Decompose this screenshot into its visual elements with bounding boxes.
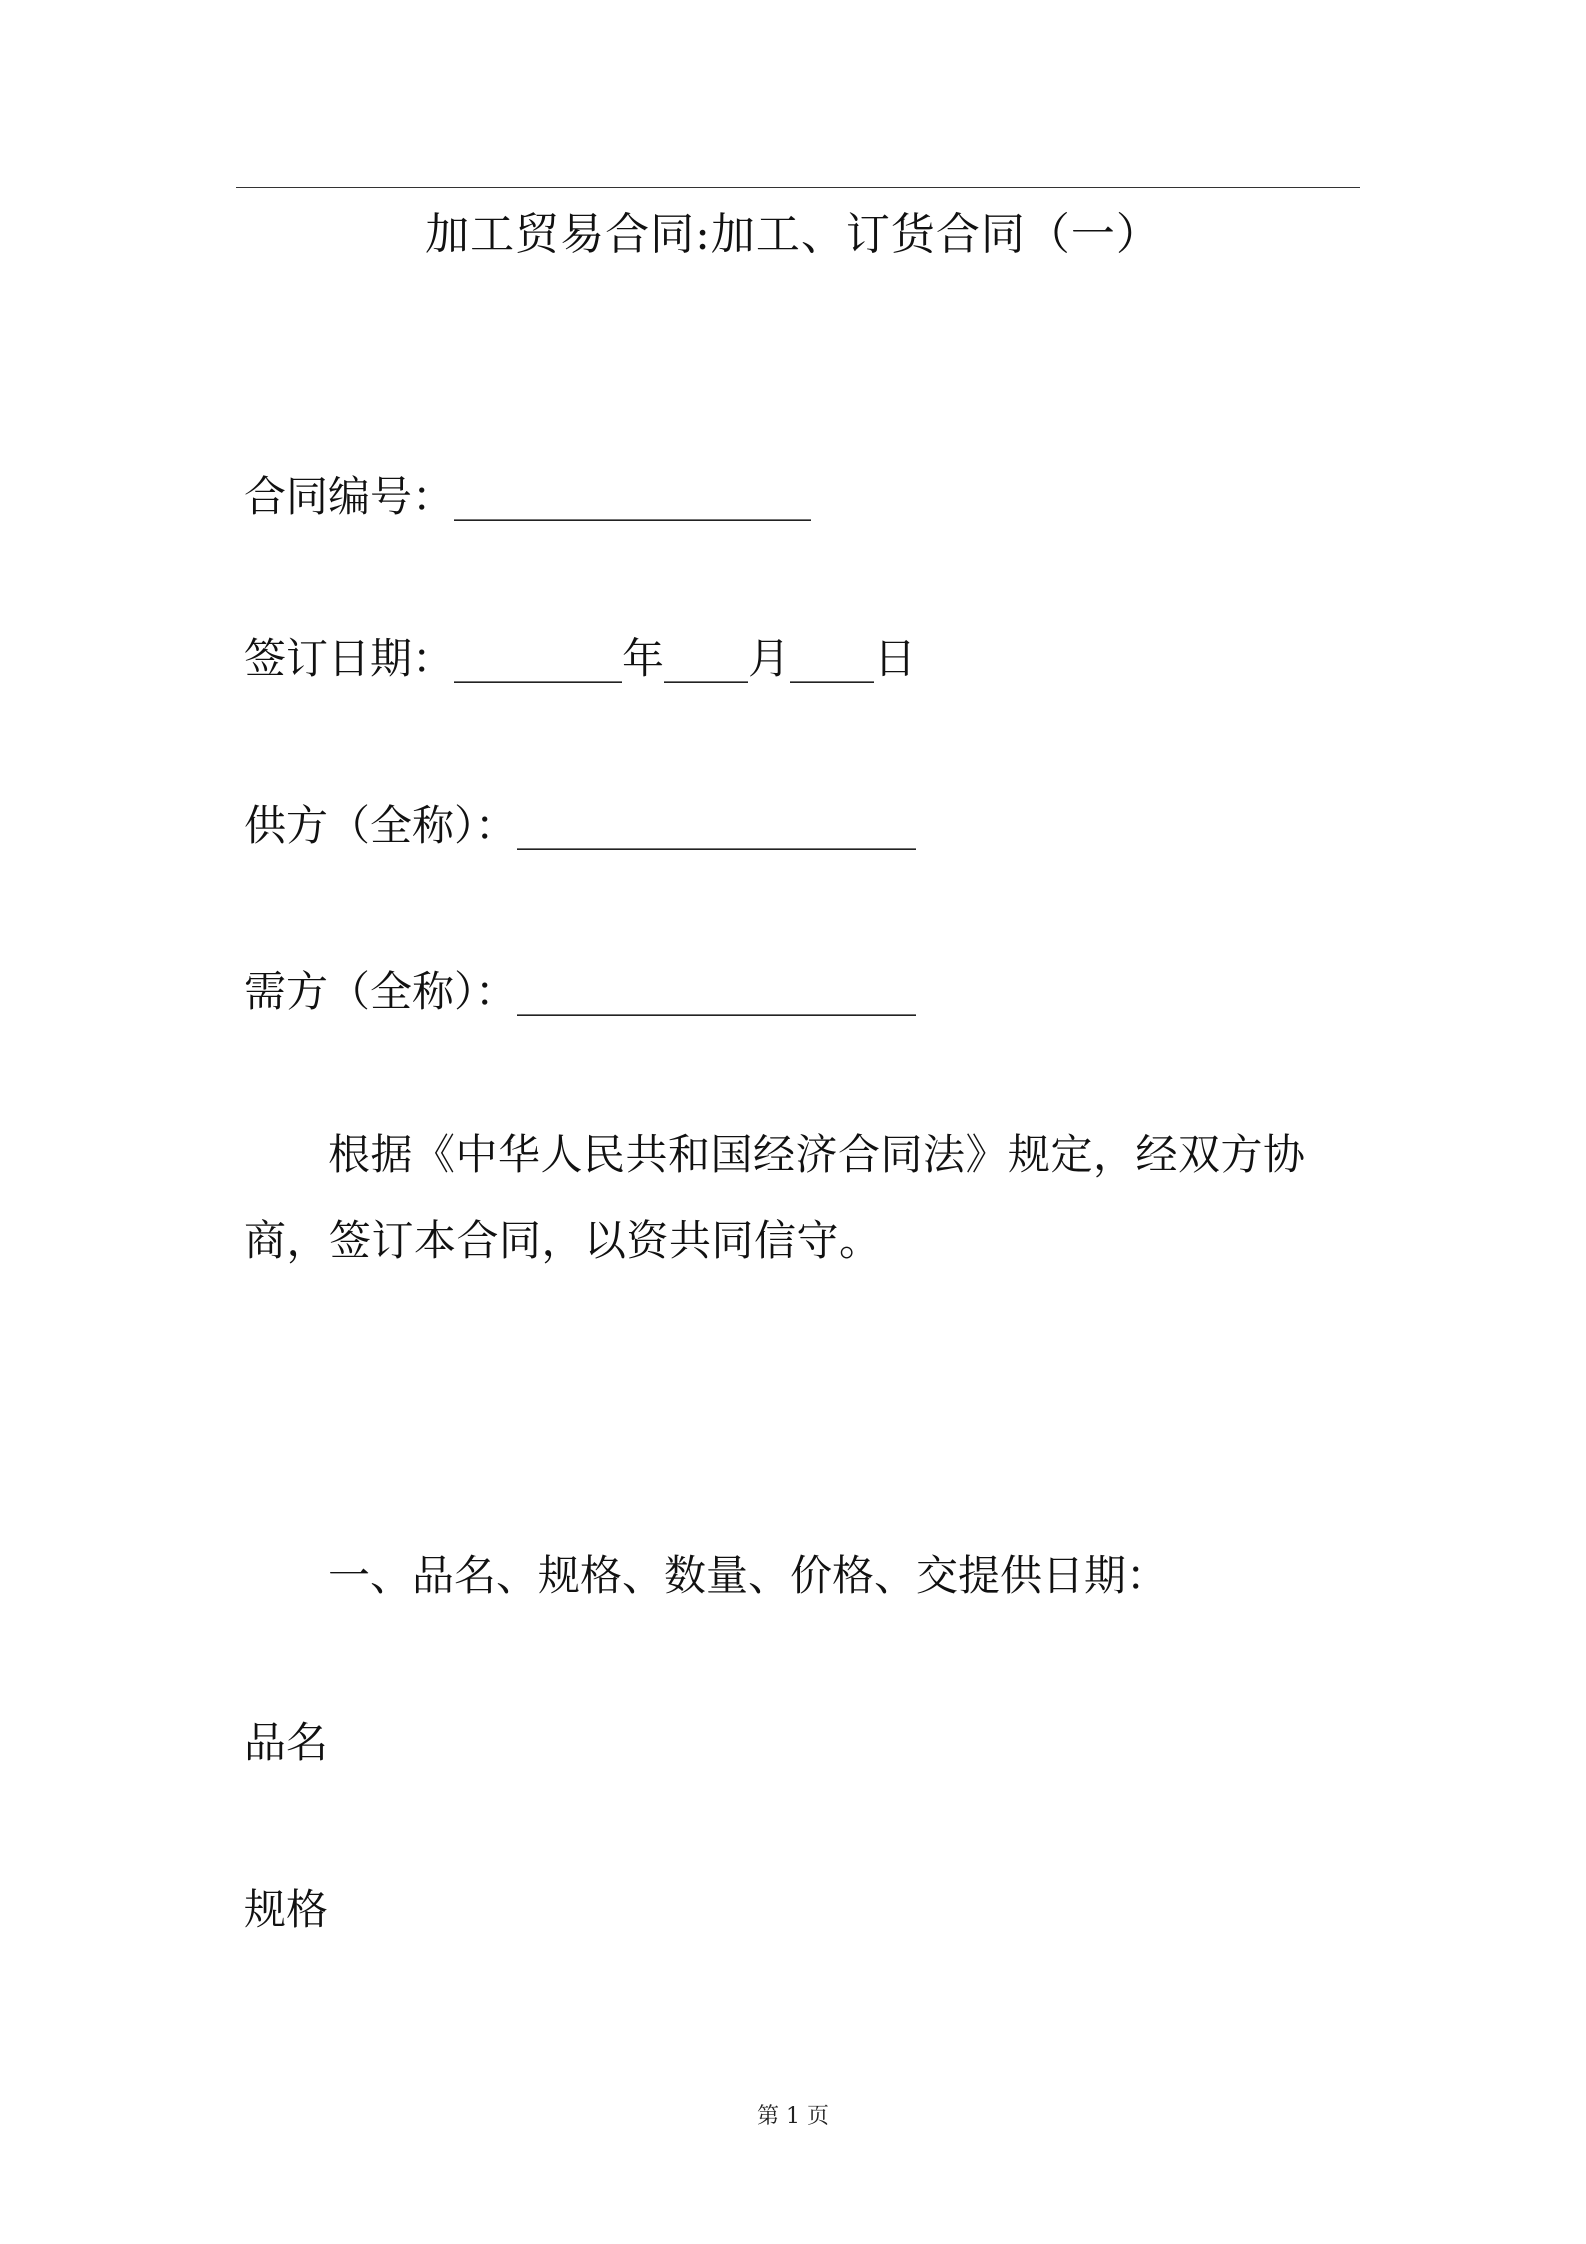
buyer-label: 需方（全称）： [244,967,518,1016]
section-1-heading: 一、品名、规格、数量、价格、交提供日期： [328,1551,1169,1600]
sign-date-label: 签订日期： [244,634,455,683]
page-number: 第 1 页 [757,2104,829,2129]
supplier-label: 供方（全称）： [244,801,518,850]
month-label: 月 [748,634,791,683]
buyer-blank: ___________________ [517,967,917,1016]
header-rule [236,187,1360,188]
document-title: 加工贸易合同:加工、订货合同（一） [425,209,1161,260]
supplier-line [244,797,916,855]
sign-date-line [244,630,916,688]
supplier-blank: ___________________ [517,801,917,850]
year-blank: ________ [454,634,623,683]
day-label: 日 [874,634,917,683]
month-blank: ____ [664,634,749,683]
intro-paragraph: 根据《中华人民共和国经济合同法》规定，经双方协商，签订本合同，以资共同信守。 [244,1130,1306,1265]
contract-number-line [244,468,811,526]
contract-number-label: 合同编号： [244,472,455,521]
field-specification: 规格 [244,1885,329,1934]
day-blank: ____ [790,634,875,683]
year-label: 年 [622,634,665,683]
contract-number-blank: _________________ [454,472,812,521]
buyer-line [244,963,916,1021]
field-product-name: 品名 [244,1718,329,1767]
